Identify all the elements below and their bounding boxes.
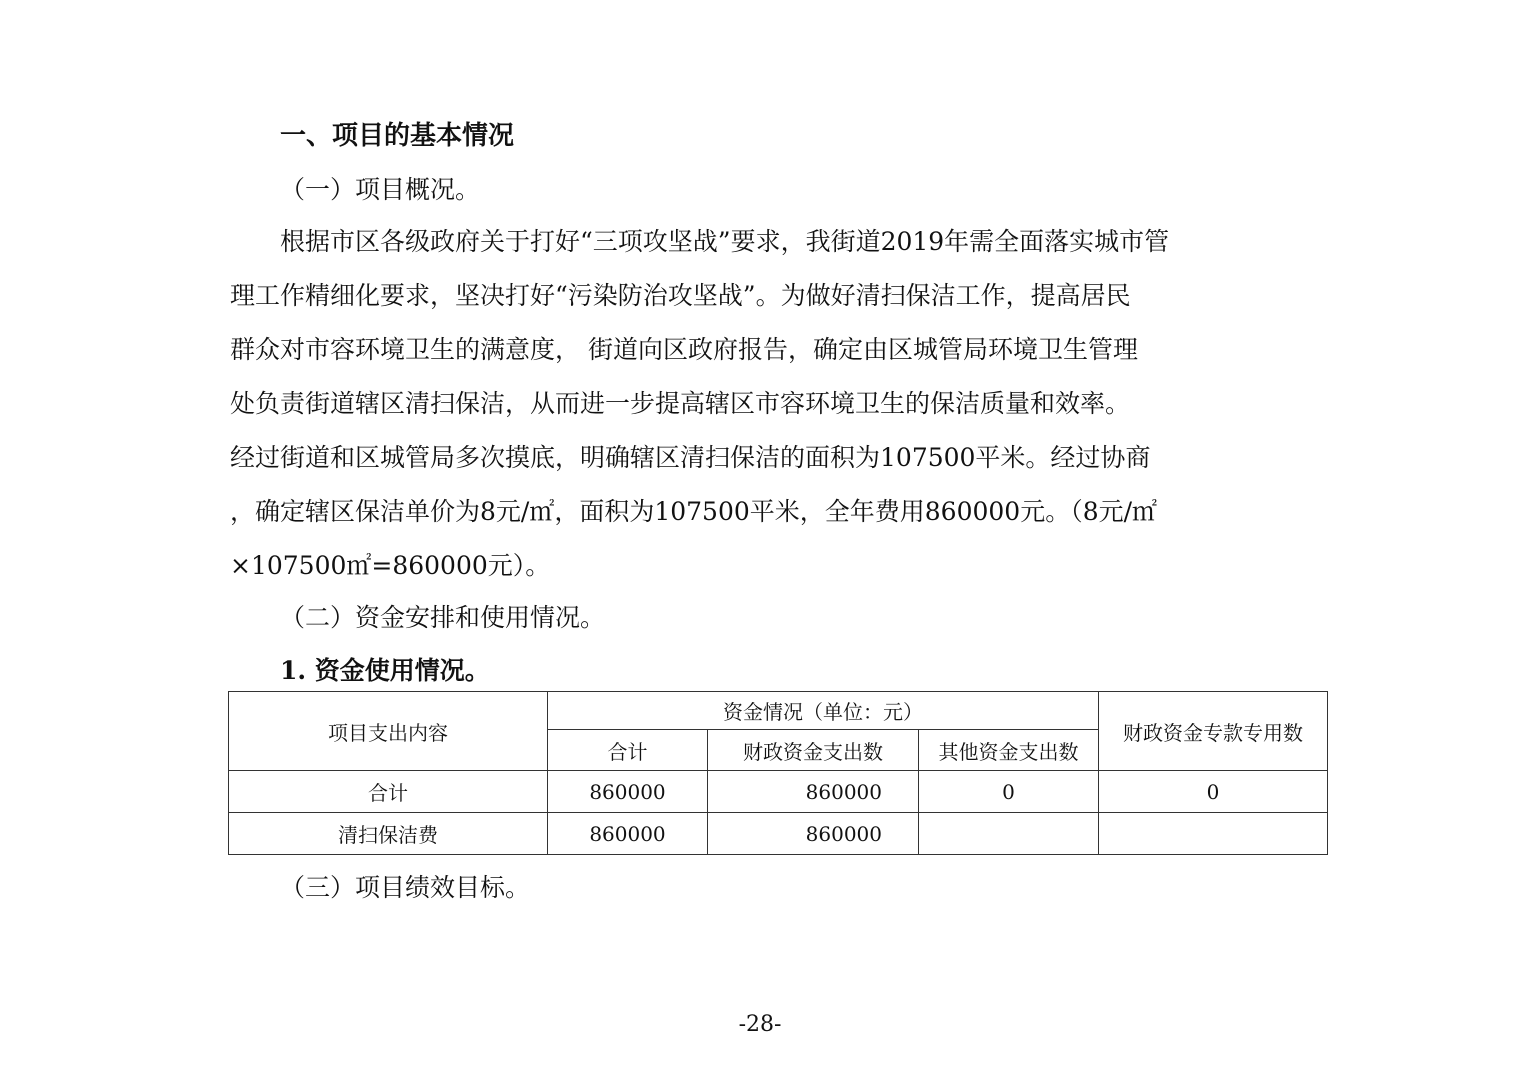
cell-fiscal: 860000 (708, 771, 919, 813)
page-number: -28- (738, 1012, 782, 1037)
header-item: 项目支出内容 (229, 692, 548, 771)
cell-other: 0 (919, 771, 1099, 813)
paragraph-line: ×107500㎡=860000元）。 (230, 551, 551, 580)
subsection-heading-overview: （一）项目概况。 (280, 175, 481, 204)
cell-total: 860000 (548, 771, 708, 813)
subsection-heading-performance-goals: （三）项目绩效目标。 (280, 873, 531, 902)
paragraph-line: 理工作精细化要求，坚决打好“污染防治攻坚战”。为做好清扫保洁工作，提高居民 (230, 281, 1131, 310)
cell-other (919, 813, 1099, 855)
cell-total: 860000 (548, 813, 708, 855)
paragraph-line: 群众对市容环境卫生的满意度， 街道向区政府报告，确定由区城管局环境卫生管理 (230, 335, 1138, 364)
paragraph-line: 根据市区各级政府关于打好“三项攻坚战”要求，我街道2019年需全面落实城市管 (280, 227, 1170, 256)
table-row (229, 813, 1328, 855)
cell-special: 0 (1099, 771, 1328, 813)
table-header-row (229, 692, 1328, 730)
header-special: 财政资金专款专用数 (1099, 692, 1328, 771)
subsection-heading-fund-usage: 1. 资金使用情况。 (280, 656, 490, 685)
fund-usage-table (228, 691, 1328, 855)
cell-item: 清扫保洁费 (229, 813, 548, 855)
overview-paragraph (230, 215, 1290, 593)
table-row (229, 771, 1328, 813)
cell-special (1099, 813, 1328, 855)
header-fiscal: 财政资金支出数 (708, 730, 919, 771)
subsection-heading-funding: （二）资金安排和使用情况。 (280, 603, 606, 632)
header-other: 其他资金支出数 (919, 730, 1099, 771)
cell-item: 合计 (229, 771, 548, 813)
paragraph-line: ，确定辖区保洁单价为8元/㎡，面积为107500平米，全年费用860000元。（8元/㎡ (230, 497, 1158, 526)
header-funds-group: 资金情况（单位：元） (548, 692, 1099, 730)
paragraph-line: 处负责街道辖区清扫保洁，从而进一步提高辖区市容环境卫生的保洁质量和效率。 (230, 389, 1131, 418)
header-total: 合计 (548, 730, 708, 771)
section-heading-basic-info: 一、项目的基本情况 (280, 121, 515, 151)
paragraph-line: 经过街道和区城管局多次摸底，明确辖区清扫保洁的面积为107500平米。经过协商 (230, 443, 1151, 472)
cell-fiscal: 860000 (708, 813, 919, 855)
